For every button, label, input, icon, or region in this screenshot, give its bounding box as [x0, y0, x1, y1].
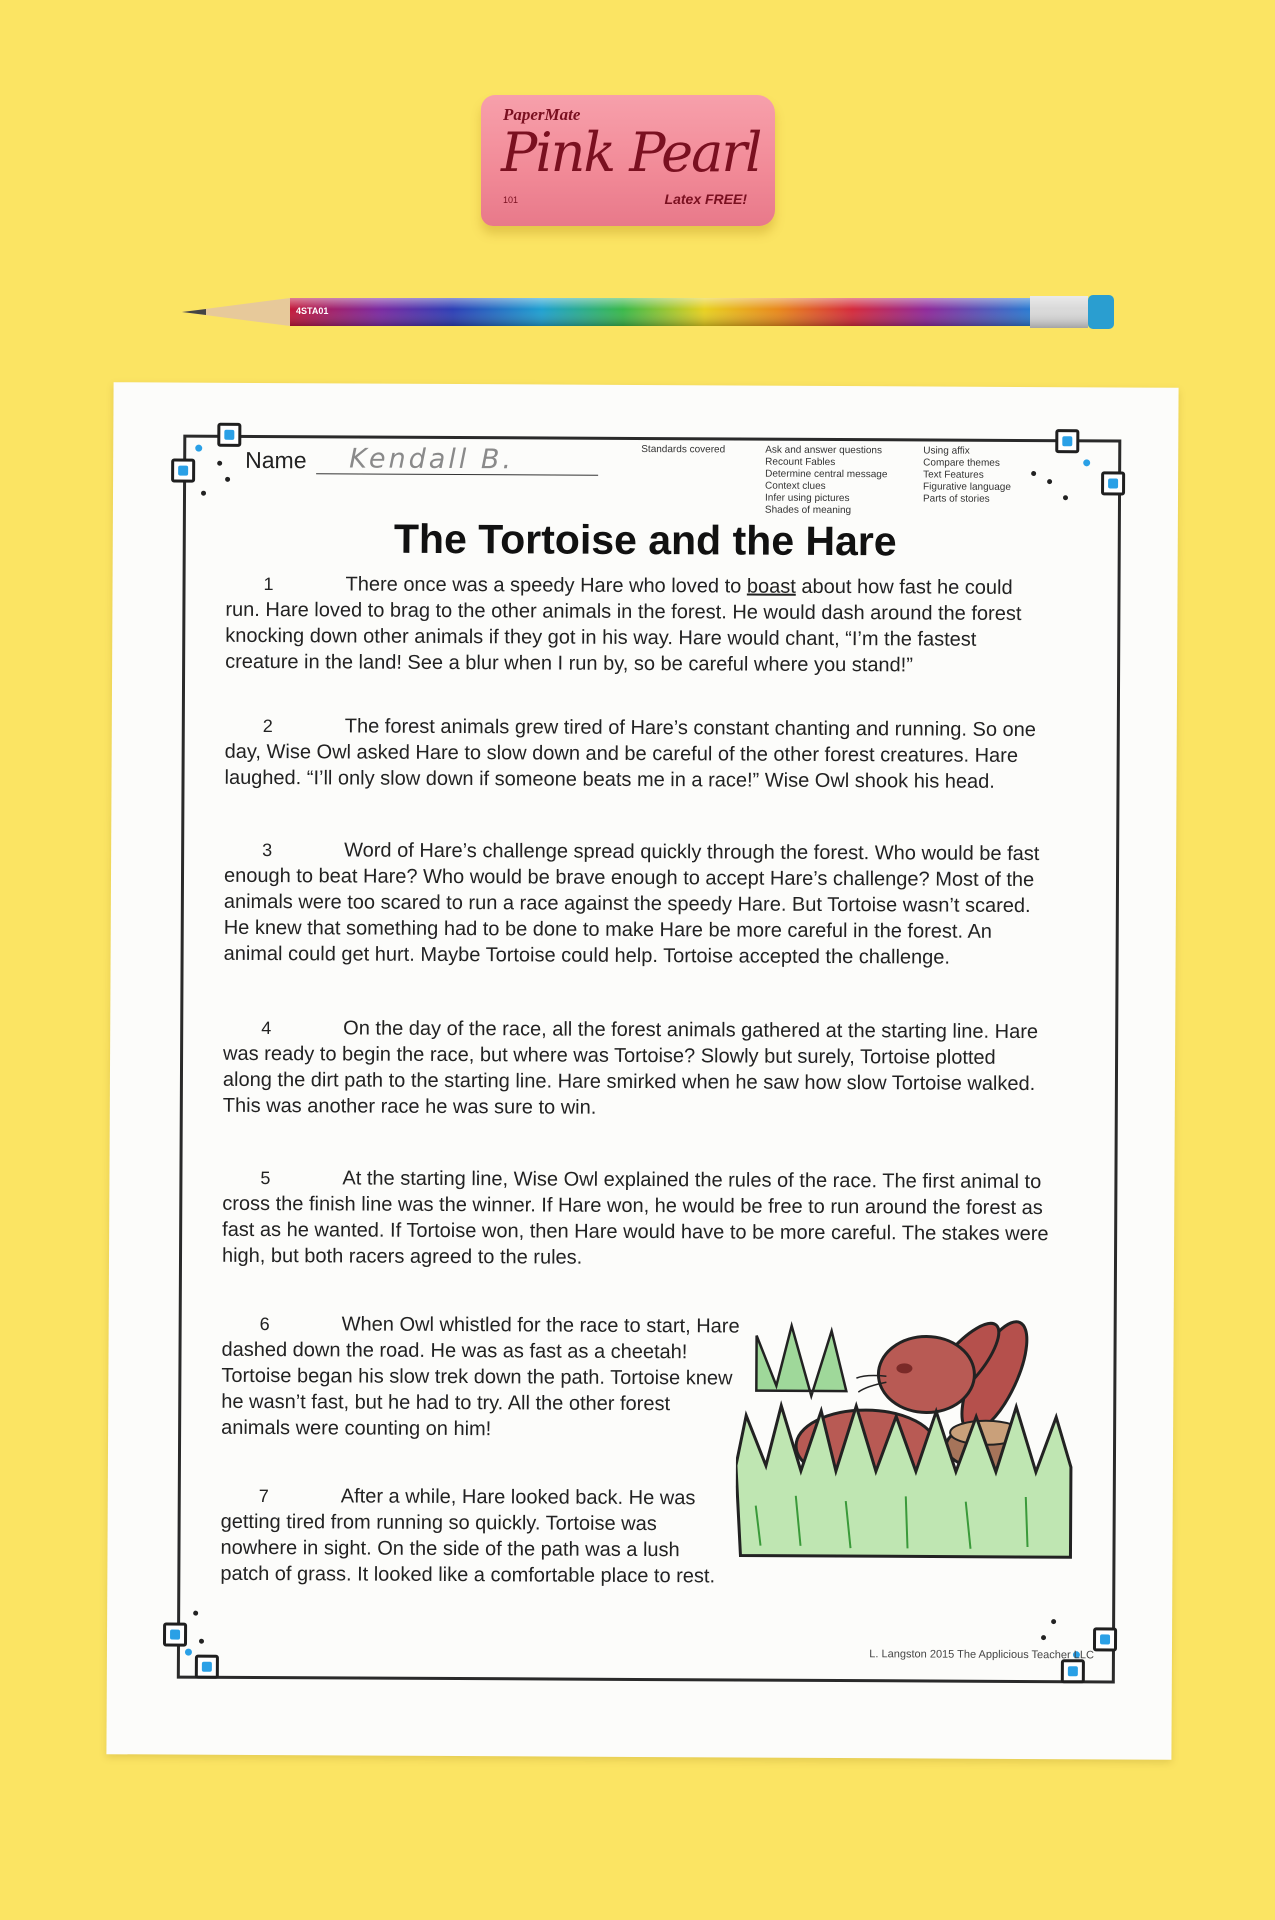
paragraph-number: 4: [261, 1018, 272, 1039]
paragraph-number: 1: [263, 574, 274, 595]
corner-square-icon: [195, 1655, 219, 1679]
standard-item: Figurative language: [923, 481, 1011, 493]
standard-item: Using affix: [923, 445, 970, 457]
paragraph-5: [222, 1165, 1053, 1273]
paragraph-text: Word of Hare’s challenge spread quickly through the forest. Who would be fast enough to beat Hare? Who would be brave enough to accept Hare’s challenge? Most of the animals were too scared to run a race against the speedy Hare. But Tortoise wasn’t scared. He knew that something had to be done to make Hare be more careful in the forest. An animal could get hurt. Maybe Tortoise could help. Tortoise accepted the challenge.: [223, 839, 1040, 969]
dot-icon: [185, 1649, 192, 1656]
dot-icon: [201, 491, 206, 496]
corner-square-icon: [1061, 1659, 1085, 1683]
eraser-brand: PaperMate: [503, 105, 581, 124]
standard-item: Shades of meaning: [764, 504, 852, 517]
eraser-latex-label: Latex FREE!: [664, 191, 747, 207]
paragraph-text: There once was a speedy Hare who loved to: [345, 573, 747, 598]
standards-list-2: [923, 445, 1011, 505]
dot-icon: [1047, 479, 1052, 484]
standard-item: Ask and answer questions: [765, 444, 883, 457]
paragraph-number: 2: [262, 716, 273, 737]
corner-square-icon: [163, 1622, 187, 1646]
dot-icon: [1031, 471, 1036, 476]
dot-icon: [1083, 459, 1090, 466]
eraser-logo-text: Pink Pearl: [501, 121, 761, 184]
vocab-word: boast: [746, 575, 796, 598]
paragraph-4: [223, 1015, 1044, 1123]
eraser-code: 101: [503, 195, 519, 205]
paragraph-1: [225, 571, 1046, 679]
standard-item: Determine central message: [765, 468, 888, 481]
paragraph-number: 7: [258, 1485, 269, 1507]
pencil-imprint: 4STA01: [296, 306, 329, 316]
paragraph-number: 6: [259, 1313, 270, 1335]
dot-icon: [195, 445, 202, 452]
hare-illustration: [735, 1305, 1076, 1567]
standard-item: Context clues: [765, 480, 826, 492]
paragraph-number: 3: [262, 840, 273, 861]
corner-square-icon: [171, 459, 195, 483]
standard-item: Parts of stories: [922, 493, 990, 505]
dot-icon: [1063, 495, 1068, 500]
paragraph-text: The forest animals grew tired of Hare’s constant chanting and running. So one day, Wise Owl asked Hare to slow down and be careful of the other forest creatures. Hare laughed. “I’ll only slow down if someone beats me in a race!” Wise Owl shook his head.: [224, 715, 1037, 793]
dot-icon: [225, 477, 230, 482]
copyright-credit: L. Langston 2015 The Applicious Teacher LLC: [869, 1648, 1094, 1662]
paragraph-text: When Owl whistled for the race to start, Hare dashed down the road. He was as fast as a cheetah! Tortoise began his slow trek down the path. Tortoise knew he wasn’t fast, but he had to try. All the other forest animals were counting on him!: [221, 1313, 740, 1441]
paragraph-6: [221, 1311, 742, 1444]
worksheet-page: [106, 382, 1178, 1760]
dot-icon: [217, 461, 222, 466]
pink-pearl-eraser: [481, 95, 775, 226]
paragraph-2: [224, 713, 1044, 795]
corner-square-icon: [1055, 429, 1079, 453]
standard-item: Text Features: [923, 469, 984, 481]
name-label: Name: [245, 446, 307, 474]
name-handwritten: Kendall B.: [349, 443, 515, 476]
standards-list-1: [765, 445, 888, 518]
dot-icon: [199, 1639, 204, 1644]
paragraph-7: [220, 1483, 721, 1590]
paragraph-3: [224, 837, 1045, 971]
dot-icon: [1051, 1619, 1056, 1624]
story-title: The Tortoise and the Hare: [393, 515, 897, 565]
dot-icon: [193, 1611, 198, 1616]
paragraph-text: about how fast he could run. Hare loved to brag to the other animals in the forest. He would dash around the forest knocking down other animals if they got in his way. Hare would chant, “I’m the fastest creature in the land! See a blur when I run by, so be careful where you stand!”: [225, 575, 1022, 677]
standard-item: Compare themes: [923, 457, 1000, 469]
dot-icon: [1041, 1635, 1046, 1640]
standards-title: Standards covered: [641, 443, 726, 456]
paragraph-text: On the day of the race, all the forest animals gathered at the starting line. Hare was ready to begin the race, but where was Tortoise? Slowly but surely, Tortoise plotted along the dirt path to the starting line. Hare smirked when he saw how slow Tortoise walked. This was another race he was sure to win.: [222, 1017, 1039, 1119]
corner-square-icon: [1101, 471, 1125, 495]
corner-square-icon: [217, 423, 241, 447]
standard-item: Infer using pictures: [764, 492, 850, 505]
standard-item: Recount Fables: [765, 456, 836, 469]
paragraph-text: At the starting line, Wise Owl explained the rules of the race. The first animal to cross the finish line was the winner. If Hare won, he would be free to run around the forest as fast as he wanted. If Tortoise won, then Hare would have to be more careful. The stakes were high, but both racers agreed to the rules.: [221, 1167, 1049, 1269]
paragraph-number: 5: [260, 1168, 271, 1189]
corner-square-icon: [1093, 1627, 1117, 1651]
paragraph-text: After a while, Hare looked back. He was getting tired from running so quickly. Tortoise was nowhere in sight. On the side of the path was a lush patch of grass. It looked like a comfortable place to rest.: [220, 1485, 716, 1588]
